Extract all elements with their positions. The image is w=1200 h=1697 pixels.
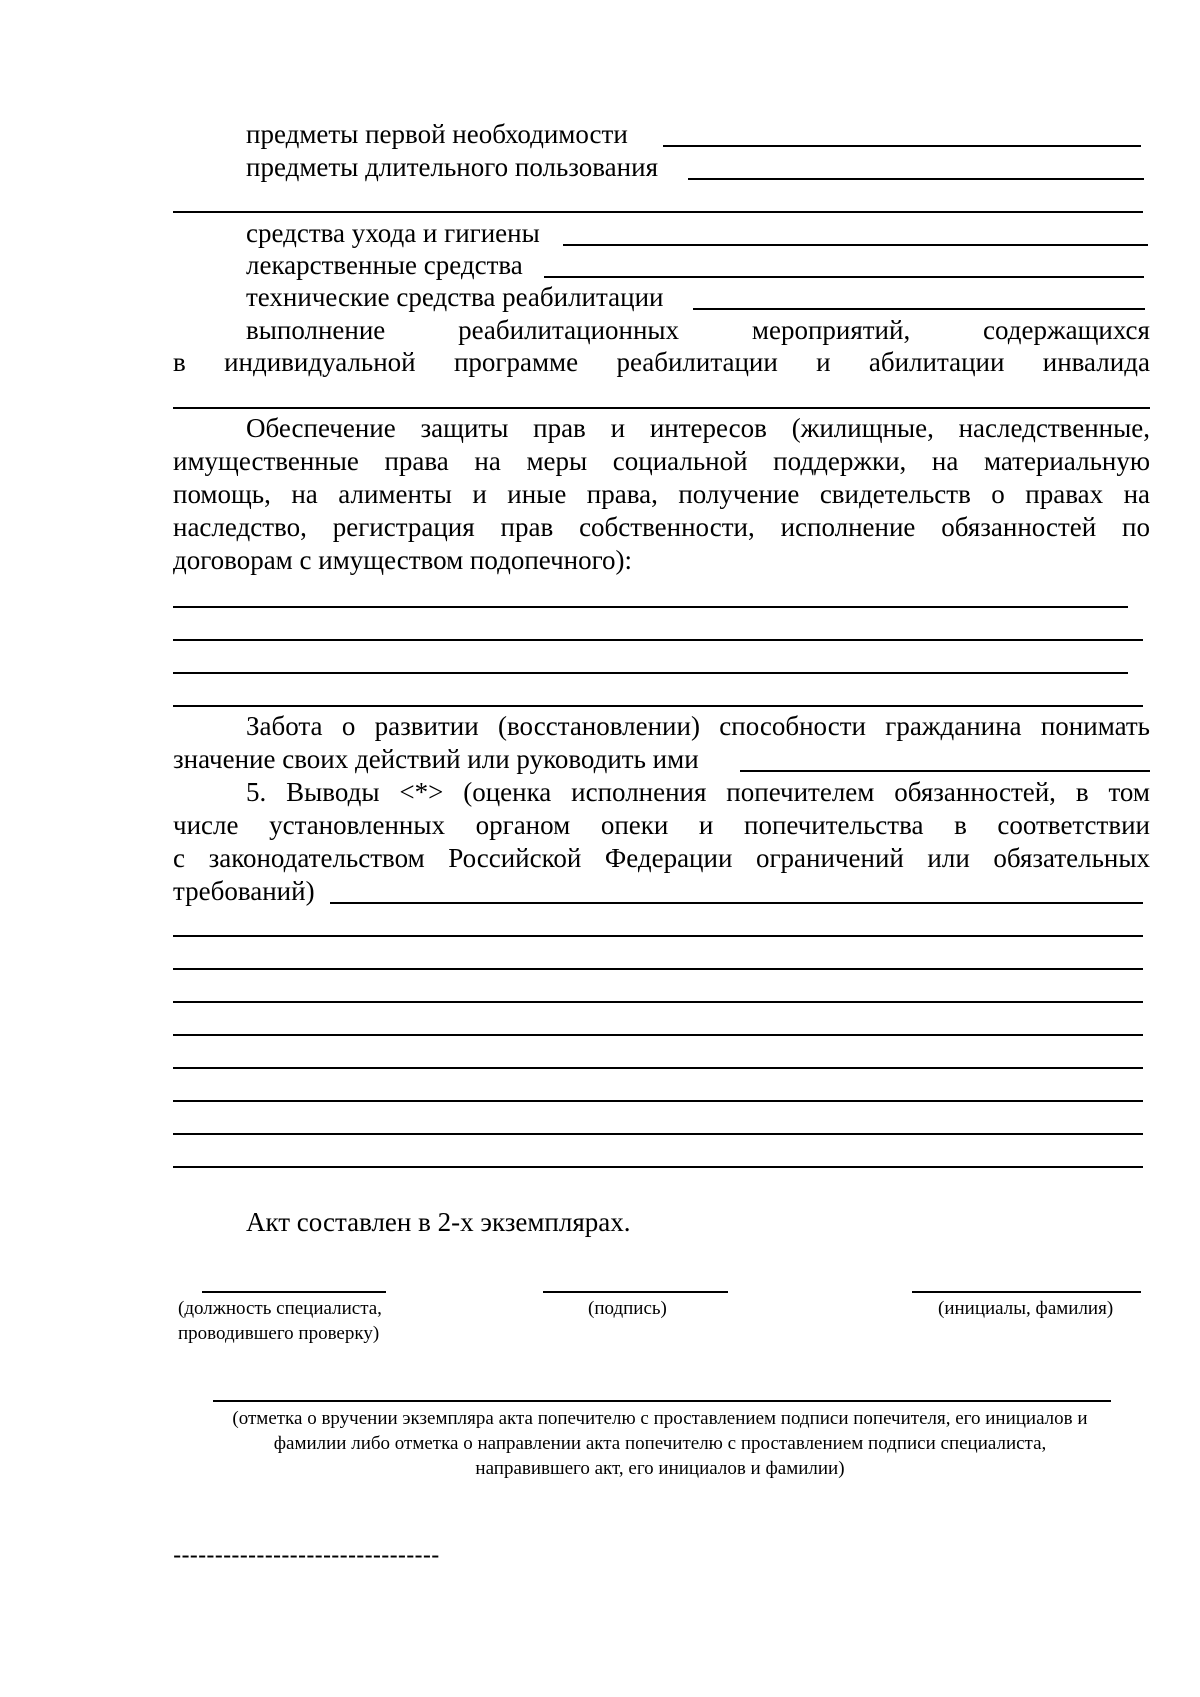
rehab-word: и: [816, 347, 831, 377]
item-care-hygiene-field[interactable]: [563, 244, 1148, 246]
delivery-note-line3: направившего акт, его инициалов и фамилии): [475, 1458, 845, 1479]
conclusions-field-line[interactable]: [173, 1034, 1143, 1036]
item-medicines-label: лекарственные средства: [246, 250, 523, 280]
conclusions-field-line[interactable]: [173, 1133, 1143, 1135]
rights-field-line[interactable]: [173, 606, 1128, 608]
position-caption-line2: проводившего проверку): [178, 1323, 380, 1344]
conclusions-field-line[interactable]: [173, 968, 1143, 970]
delivery-note-line1: (отметка о вручении экземпляра акта попечителю с проставлением подписи попечителя, его инициалов и: [232, 1408, 1088, 1429]
footnote-separator: --------------------------------: [173, 1541, 440, 1569]
rights-paragraph-line4: наследство, регистрация прав собственности, исполнение обязанностей по: [173, 512, 1150, 542]
development-field[interactable]: [740, 770, 1150, 772]
development-paragraph-line2: значение своих действий или руководить ими: [173, 744, 699, 774]
item-care-hygiene-label: средства ухода и гигиены: [246, 218, 540, 248]
rehab-word: в: [173, 347, 186, 377]
item-rehab-tech-field[interactable]: [693, 308, 1145, 310]
conclusions-line4: требований): [173, 876, 315, 906]
item-basic-needs-field[interactable]: [663, 145, 1141, 147]
development-paragraph-line1: Забота о развитии (восстановлении) способности гражданина понимать: [246, 711, 1150, 741]
delivery-note-line2: фамилии либо отметка о направлении акта попечителю с проставлением подписи специалиста,: [273, 1433, 1047, 1454]
conclusions-line1: 5. Выводы <*> (оценка исполнения попечителем обязанностей, в том: [246, 777, 1150, 807]
rights-paragraph-line3: помощь, на алименты и иные права, получение свидетельств о правах на: [173, 479, 1150, 509]
rights-field-line[interactable]: [173, 705, 1143, 707]
rehab-word: реабилитационных: [458, 315, 680, 345]
rehab-word: содержащихся: [983, 315, 1150, 345]
item-basic-needs-label: предметы первой необходимости: [246, 119, 628, 149]
conclusions-line3: с законодательством Российской Федерации ограничений или обязательных: [173, 843, 1150, 873]
conclusions-line2: числе установленных органом опеки и попечительства в соответствии: [173, 810, 1150, 840]
rights-paragraph-line1: Обеспечение защиты прав и интересов (жилищные, наследственные,: [246, 413, 1150, 443]
initials-signature-line[interactable]: [912, 1291, 1141, 1293]
conclusions-field-line[interactable]: [173, 1067, 1143, 1069]
delivery-note-line[interactable]: [213, 1400, 1111, 1402]
conclusions-field-line[interactable]: [173, 1100, 1143, 1102]
conclusions-field-line[interactable]: [173, 1166, 1143, 1168]
rehab-measures-line2: [173, 346, 1150, 378]
conclusions-field[interactable]: [330, 902, 1143, 904]
rights-paragraph-line5: договорам с имуществом подопечного):: [173, 545, 632, 575]
signature-caption: (подпись): [588, 1298, 667, 1319]
act-copies-text: Акт составлен в 2-х экземплярах.: [246, 1207, 631, 1237]
item-durable-field-continued[interactable]: [173, 211, 1143, 213]
item-durable-label: предметы длительного пользования: [246, 152, 658, 182]
conclusions-field-line[interactable]: [173, 935, 1143, 937]
item-rehab-tech-label: технические средства реабилитации: [246, 282, 664, 312]
initials-caption: (инициалы, фамилия): [938, 1298, 1114, 1319]
rehab-measures-line1: [246, 314, 1150, 346]
item-medicines-field[interactable]: [544, 276, 1144, 278]
rehab-word: индивидуальной: [224, 347, 416, 377]
signature-line[interactable]: [543, 1291, 728, 1293]
rehab-word: реабилитации: [616, 347, 778, 377]
rehab-word: программе: [453, 347, 579, 377]
rights-field-line[interactable]: [173, 639, 1143, 641]
rights-field-line[interactable]: [173, 672, 1128, 674]
rehab-word: абилитации: [868, 347, 1005, 377]
rights-paragraph-line2: имущественные права на меры социальной поддержки, на материальную: [173, 446, 1150, 476]
rehab-word: инвалида: [1042, 347, 1150, 377]
rehab-word: выполнение: [246, 315, 386, 345]
position-caption-line1: (должность специалиста,: [178, 1298, 382, 1319]
conclusions-field-line[interactable]: [173, 1001, 1143, 1003]
position-signature-line[interactable]: [202, 1291, 386, 1293]
rehab-word: мероприятий,: [751, 315, 911, 345]
rehab-measures-field[interactable]: [173, 407, 1150, 409]
item-durable-field[interactable]: [688, 178, 1144, 180]
